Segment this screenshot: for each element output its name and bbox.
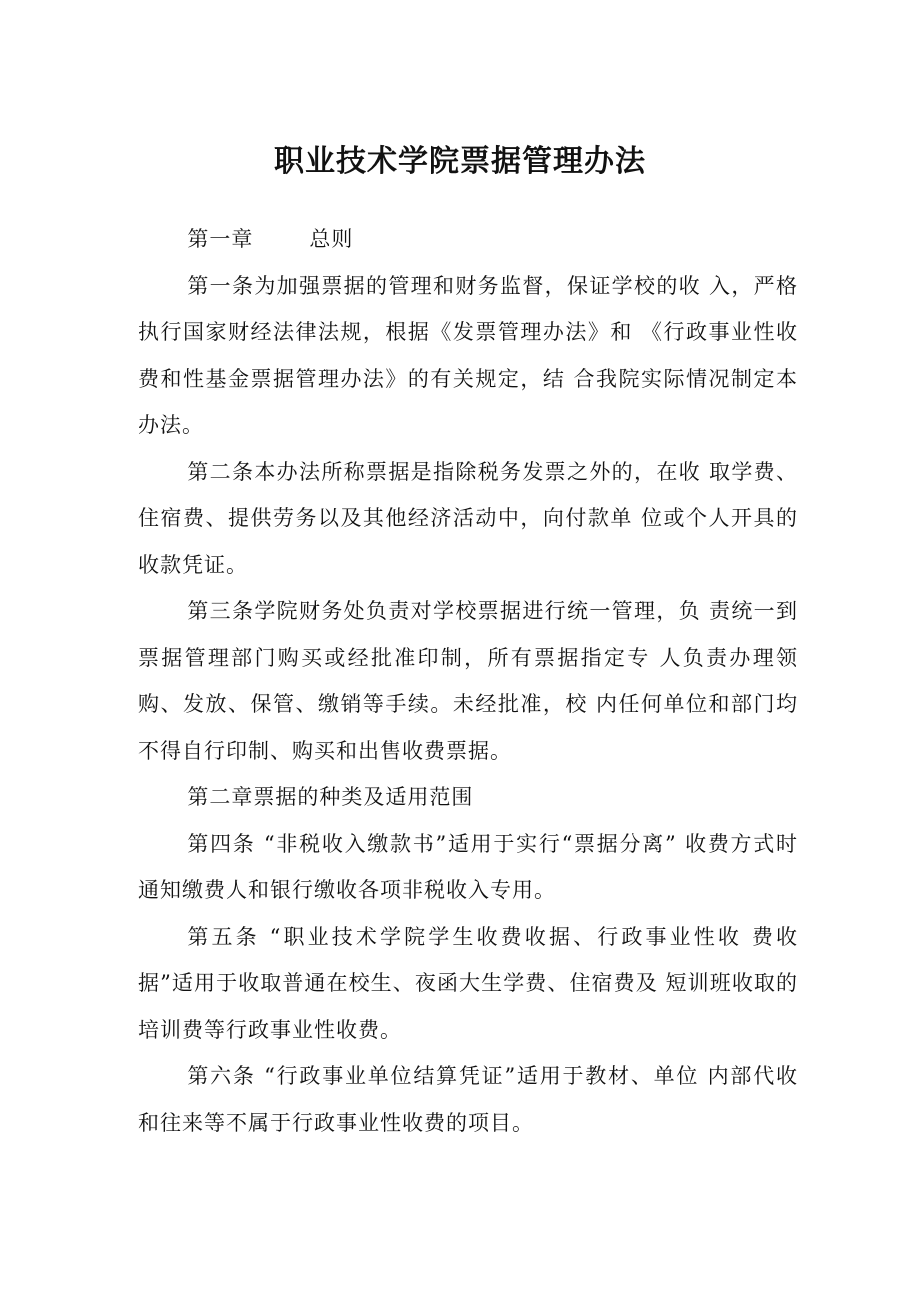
article-1: 第一条为加强票据的管理和财务监督，保证学校的收 入，严格执行国家财经法律法规，根据《发票管理办法》和 《行政事业性收费和性基金票据管理办法》的有关规定，结 合我院实际情况制定本办法。 <box>138 273 798 437</box>
article-2: 第二条本办法所称票据是指除税务发票之外的，在收 取学费、住宿费、提供劳务以及其他经济活动中，向付款单 位或个人开具的收款凭证。 <box>138 459 798 577</box>
chapter-1-number: 第一章 <box>187 227 254 251</box>
article-3: 第三条学院财务处负责对学校票据进行统一管理，负 责统一到票据管理部门购买或经批准印制，所有票据指定专 人负责办理领购、发放、保管、缴销等手续。未经批准，校 内任何单位和部门均不得自行印制、购买和出售收费票据。 <box>138 599 798 763</box>
chapter-2-heading: 第二章票据的种类及适用范围 <box>187 785 474 809</box>
article-5: 第五条 “职业技术学院学生收费收据、行政事业性收 费收据”适用于收取普通在校生、夜函大生学费、住宿费及 短训班收取的培训费等行政事业性收费。 <box>138 924 798 1042</box>
document-body <box>138 216 798 1146</box>
document-title: 职业技术学院票据管理办法 <box>274 144 646 179</box>
chapter-1-heading <box>138 216 798 263</box>
article-6: 第六条 “行政事业单位结算凭证”适用于教材、单位 内部代收和往来等不属于行政事业性收费的项目。 <box>138 1064 798 1135</box>
chapter-1-name: 总则 <box>309 227 354 251</box>
article-4: 第四条 “非税收入缴款书”适用于实行“票据分离” 收费方式时通知缴费人和银行缴收各项非税收入专用。 <box>138 831 798 902</box>
